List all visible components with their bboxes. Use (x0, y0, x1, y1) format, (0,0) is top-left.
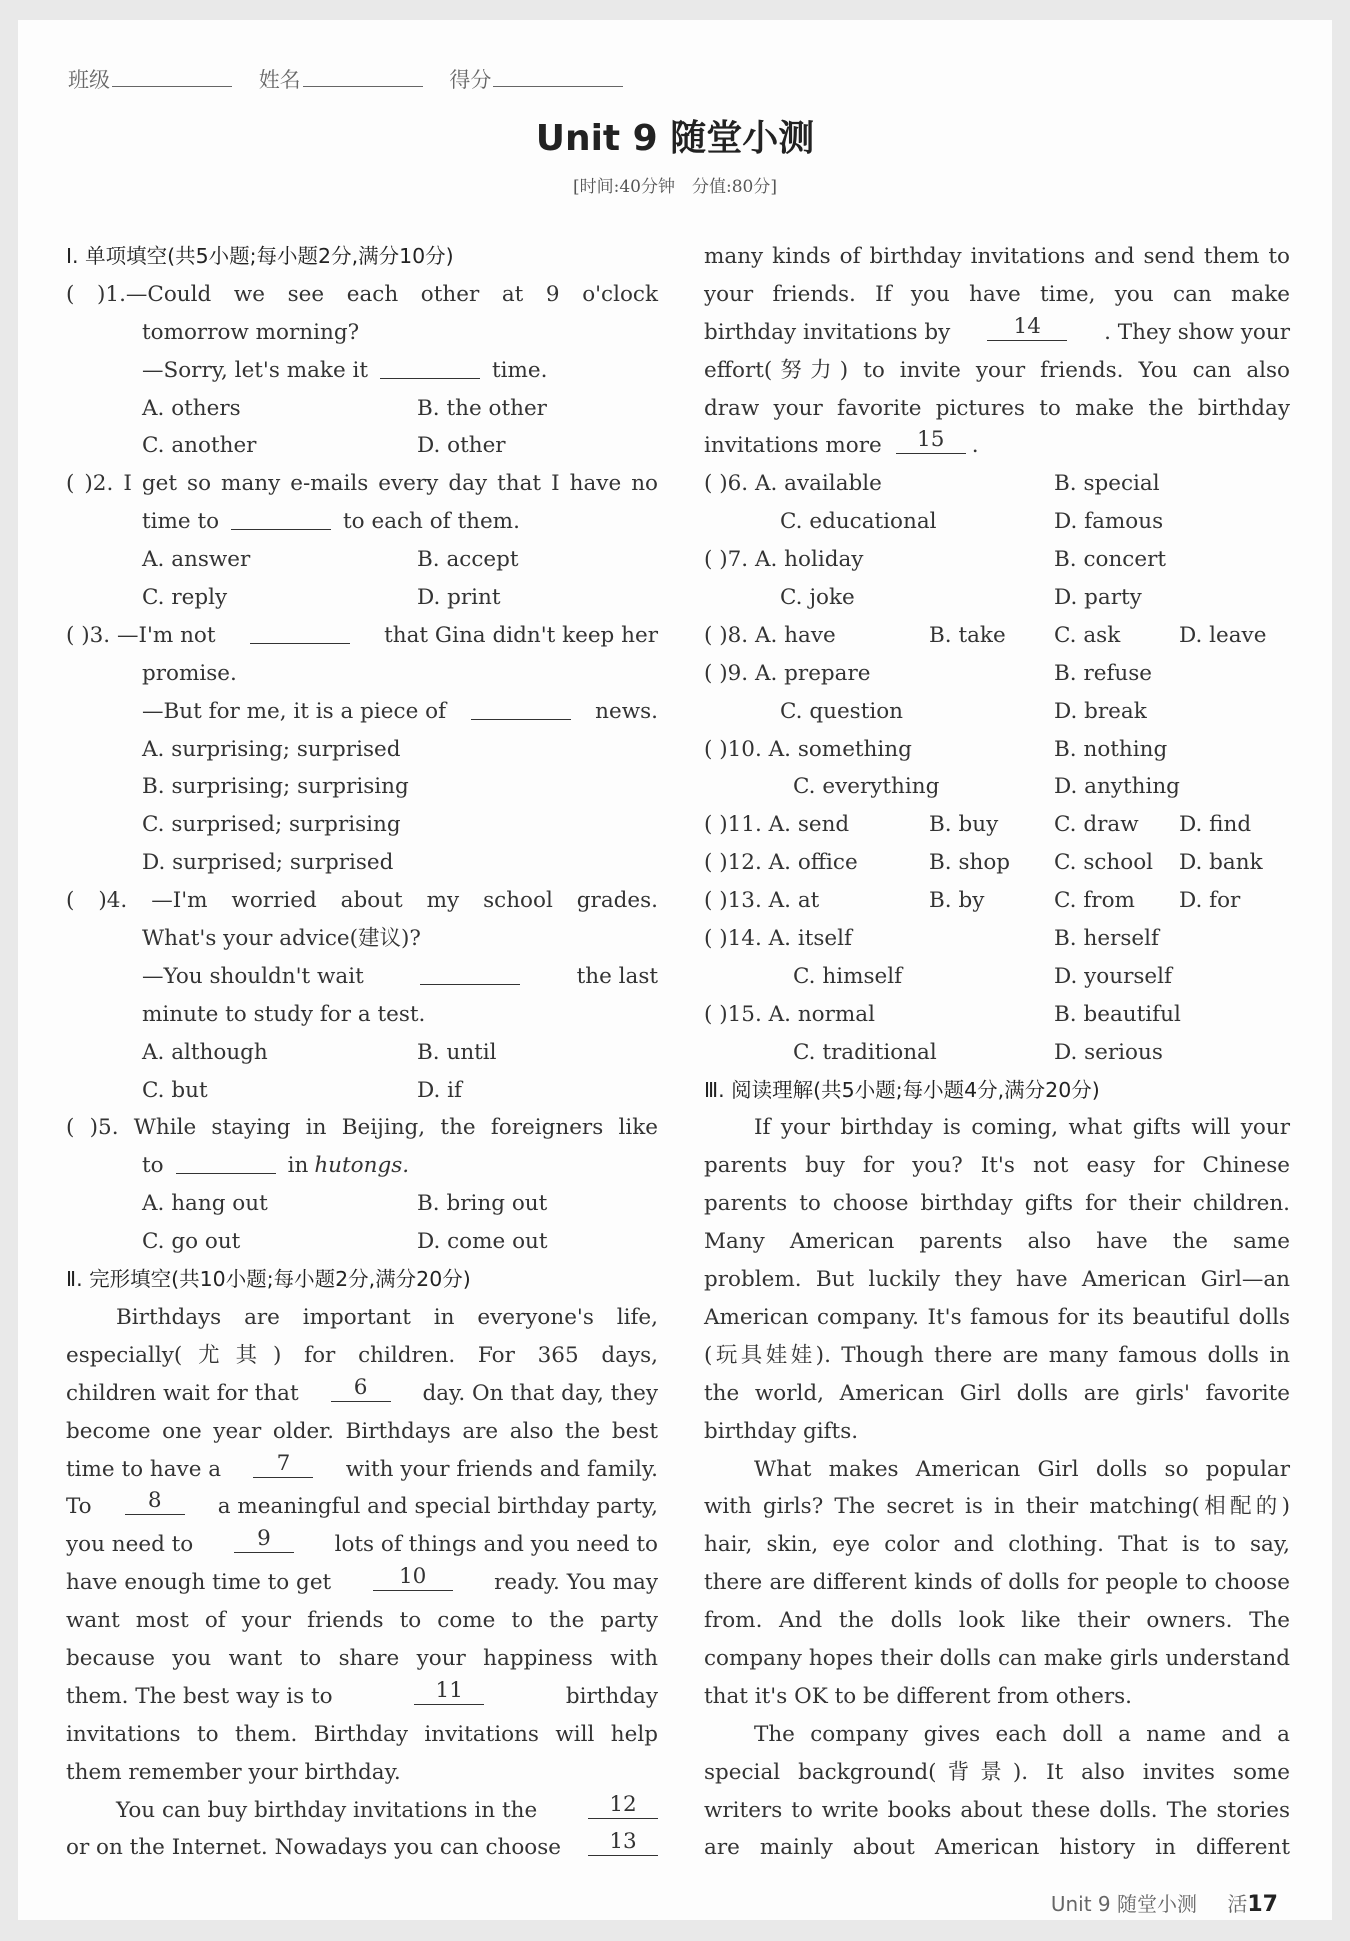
option-c[interactable]: C. another (142, 433, 257, 459)
option-d[interactable]: D. serious (1054, 1039, 1163, 1065)
option-b[interactable]: B. the other (417, 395, 547, 421)
cloze-line: your friends. If you have time, you can make (704, 281, 1290, 307)
option-d[interactable]: D. come out (417, 1229, 548, 1255)
cloze-options-10-cd (704, 768, 1290, 806)
question-1-stem: ( )1.—Could we see each other at 9 o'clock (66, 281, 658, 307)
cloze-options-8 (704, 617, 1290, 655)
page-number: 17 (1247, 1892, 1278, 1917)
option-d[interactable]: D. bank (1179, 850, 1263, 876)
option-a[interactable]: ( )15. A. normal (704, 1001, 875, 1027)
name-field[interactable] (303, 68, 423, 87)
answer-blank[interactable] (250, 617, 350, 644)
option-a[interactable]: A. hang out (142, 1191, 268, 1217)
cloze-blank-14[interactable]: 14 (987, 314, 1067, 341)
class-label: 班级 (68, 68, 110, 92)
cloze-options-14 (704, 920, 1290, 958)
question-3-stem: ( )3. —I'm not that Gina didn't keep her (66, 617, 658, 655)
question-2-stem: ( )2. I get so many e-mails every day that I have no (66, 471, 658, 497)
time-and-score-info: [时间:40分钟 分值:80分] (573, 177, 777, 197)
cloze-line: them. The best way is to 11 birthday (66, 1677, 658, 1709)
option-a[interactable]: A. others (142, 395, 241, 421)
option-b[interactable]: B. beautiful (1054, 1001, 1181, 1027)
reading-line: the world, American Girl dolls are girls' favorite (704, 1380, 1290, 1406)
cloze-blank-10[interactable]: 10 (373, 1564, 453, 1591)
option-b[interactable]: B. nothing (1054, 736, 1168, 762)
option-b[interactable]: B. buy (929, 812, 999, 838)
option-a[interactable]: A. although (142, 1039, 268, 1065)
option-d[interactable]: D. for (1179, 888, 1241, 914)
cloze-line: invitations more 15 . (704, 427, 979, 459)
answer-blank[interactable] (471, 693, 571, 720)
question-2-options-ab (66, 541, 658, 579)
section-1-title: Ⅰ. 单项填空(共5小题;每小题2分,满分10分) (66, 244, 454, 268)
option-a[interactable]: ( )8. A. have (704, 622, 836, 648)
reading-line: company hopes their dolls can make girls understand (704, 1645, 1290, 1671)
option-c[interactable]: C. everything (793, 774, 940, 800)
cloze-options-9 (704, 655, 1290, 693)
option-b[interactable]: B. bring out (417, 1191, 548, 1217)
option-d[interactable]: D. party (1054, 585, 1142, 611)
answer-blank[interactable] (380, 352, 480, 379)
option-b[interactable]: B. concert (1054, 547, 1166, 573)
cloze-blank-11[interactable]: 11 (414, 1678, 484, 1705)
cloze-blank-7[interactable]: 7 (253, 1451, 313, 1478)
class-field[interactable] (112, 68, 232, 87)
option-d[interactable]: D. yourself (1054, 963, 1172, 989)
option-b[interactable]: B. special (1054, 471, 1160, 497)
question-4-options-ab (66, 1034, 658, 1072)
question-1-stem-cont: tomorrow morning? (142, 319, 360, 345)
reading-line: hair, skin, eye color and clothing. That is to say, (704, 1532, 1290, 1558)
option-d[interactable]: D. find (1179, 812, 1252, 838)
score-field[interactable] (493, 68, 623, 87)
option-c[interactable]: C. ask (1054, 622, 1121, 648)
option-a[interactable]: ( )10. A. something (704, 736, 912, 762)
option-d[interactable]: D. surprised; surprised (142, 850, 394, 876)
cloze-blank-15[interactable]: 15 (896, 427, 966, 454)
option-a[interactable]: ( )11. A. send (704, 812, 850, 838)
question-2-options-cd (66, 579, 658, 617)
cloze-options-12 (704, 844, 1290, 882)
page-title: Unit 9 随堂小测 (535, 118, 815, 159)
section-3-title: Ⅲ. 阅读理解(共5小题;每小题4分,满分20分) (704, 1077, 1100, 1102)
cloze-line: draw your favorite pictures to make the birthday (704, 395, 1290, 421)
option-c[interactable]: C. himself (793, 963, 903, 989)
reading-line: parents to choose birthday gifts for their children. (704, 1191, 1290, 1217)
reading-line: problem. But luckily they have American Girl—an (704, 1267, 1290, 1293)
question-1-options-cd (66, 427, 658, 465)
cloze-line: Birthdays are important in everyone's life, (116, 1304, 658, 1330)
cloze-blank-12[interactable]: 12 (588, 1792, 658, 1819)
cloze-options-9-cd (704, 693, 1290, 731)
option-d[interactable]: D. break (1054, 698, 1147, 724)
left-column (66, 238, 658, 1867)
option-c[interactable]: C. school (1054, 850, 1154, 876)
reading-line: parents buy for you? It's not easy for Chinese (704, 1153, 1290, 1179)
option-c[interactable]: C. draw (1054, 812, 1139, 838)
section-2-title: Ⅱ. 完形填空(共10小题;每小题2分,满分20分) (66, 1267, 471, 1292)
cloze-blank-9[interactable]: 9 (234, 1526, 294, 1553)
question-2-stem-cont: time to to each of them. (66, 503, 658, 541)
question-4-reply-cont: minute to study for a test. (142, 1001, 426, 1027)
cloze-line: become one year older. Birthdays are also the best (66, 1418, 658, 1444)
question-5-options-ab (66, 1185, 658, 1223)
option-a[interactable]: ( )7. A. holiday (704, 547, 864, 573)
name-label: 姓名 (258, 68, 301, 92)
reading-line: that it's OK to be different from others. (704, 1683, 1132, 1709)
question-1-reply: —Sorry, let's make it time. (66, 352, 658, 390)
cloze-line: want most of your friends to come to the party (66, 1608, 658, 1634)
student-info-header (68, 64, 643, 94)
reading-line: (玩具娃娃). Though there are many famous dolls in (704, 1342, 1290, 1368)
cloze-options-7-cd (704, 579, 1290, 617)
cloze-line: especially(尤其) for children. For 365 days, (66, 1342, 658, 1368)
option-c[interactable]: C. but (142, 1077, 208, 1103)
cloze-line: effort(努力) to invite your friends. You can also (704, 357, 1290, 383)
cloze-line: many kinds of birthday invitations and send them to (704, 244, 1290, 269)
footer-unit-label: Unit 9 随堂小测 (1050, 1892, 1198, 1916)
reading-line: birthday gifts. (704, 1418, 859, 1444)
option-b[interactable]: B. shop (929, 850, 1011, 876)
option-b[interactable]: B. accept (417, 547, 519, 573)
option-b[interactable]: B. take (929, 622, 1006, 648)
cloze-options-6-cd (704, 503, 1290, 541)
answer-blank[interactable] (176, 1147, 276, 1174)
option-a[interactable]: ( )14. A. itself (704, 926, 852, 952)
cloze-line: You can buy birthday invitations in the 12 (66, 1792, 658, 1830)
option-b[interactable]: B. until (417, 1039, 497, 1065)
option-c[interactable]: C. joke (780, 585, 855, 611)
reading-line: Many American parents also have the same (704, 1229, 1290, 1255)
option-c[interactable]: C. question (780, 698, 904, 724)
option-d[interactable]: D. anything (1054, 774, 1180, 800)
option-a[interactable]: ( )13. A. at (704, 888, 820, 914)
question-5-options-cd (66, 1223, 658, 1261)
cloze-line: time to have a 7 with your friends and family. (66, 1450, 658, 1482)
option-d[interactable]: D. other (417, 433, 506, 459)
reading-line: there are different kinds of dolls for people to choose (704, 1570, 1290, 1596)
cloze-options-11 (704, 806, 1290, 844)
reading-line: with girls? The secret is in their matching(相配的) (704, 1494, 1290, 1520)
option-a[interactable]: ( )12. A. office (704, 850, 858, 876)
option-a[interactable]: ( )9. A. prepare (704, 660, 871, 686)
worksheet-page (18, 20, 1332, 1920)
option-a[interactable]: A. surprising; surprised (142, 736, 401, 762)
option-d[interactable]: D. if (417, 1077, 462, 1103)
score-label: 得分 (449, 68, 492, 92)
cloze-line: or on the Internet. Nowadays you can choose 13 (66, 1829, 658, 1867)
question-1-options-ab (66, 390, 658, 428)
option-a[interactable]: A. answer (142, 547, 251, 573)
page-footer (1051, 1888, 1278, 1917)
option-d[interactable]: D. print (417, 585, 501, 611)
question-5-stem-cont: to in hutongs. (66, 1147, 658, 1185)
cloze-options-15-cd (704, 1034, 1290, 1072)
question-3-stem-cont: promise. (142, 660, 237, 686)
reading-line: American company. It's famous for its beautiful dolls (704, 1304, 1290, 1330)
cloze-line: invitations to them. Birthday invitations will help (66, 1721, 658, 1747)
cloze-line: you need to 9 lots of things and you need to (66, 1526, 658, 1558)
cloze-options-10 (704, 731, 1290, 769)
option-b[interactable]: B. refuse (1054, 660, 1153, 686)
cloze-line: children wait for that 6 day. On that day, they (66, 1374, 658, 1406)
cloze-options-7 (704, 541, 1290, 579)
cloze-line: birthday invitations by 14 . They show your (704, 313, 1290, 345)
cloze-blank-8[interactable]: 8 (125, 1488, 185, 1515)
option-c[interactable]: C. go out (142, 1229, 241, 1255)
option-b[interactable]: B. by (929, 888, 985, 914)
option-c[interactable]: C. educational (780, 509, 937, 535)
option-c[interactable]: C. from (1054, 888, 1135, 914)
option-c[interactable]: C. surprised; surprising (142, 812, 401, 838)
question-4-reply: —You shouldn't wait the last (66, 958, 658, 996)
option-b[interactable]: B. surprising; surprising (142, 774, 409, 800)
cloze-line: have enough time to get 10 ready. You may (66, 1564, 658, 1596)
reading-line: special background(背景). It also invites some (704, 1759, 1290, 1785)
reading-line: If your birthday is coming, what gifts will your (754, 1115, 1290, 1141)
cloze-options-15 (704, 996, 1290, 1034)
question-4-stem: ( )4. —I'm worried about my school grades. (66, 888, 658, 914)
footer-page-prefix: 活 (1227, 1892, 1248, 1916)
cloze-options-6 (704, 465, 1290, 503)
reading-line: The company gives each doll a name and a (754, 1721, 1290, 1747)
option-c[interactable]: C. traditional (793, 1039, 937, 1065)
question-3-reply: —But for me, it is a piece of news. (66, 693, 658, 731)
reading-line: What makes American Girl dolls so popular (754, 1456, 1290, 1482)
reading-line: writers to write books about these dolls. The stories (704, 1797, 1290, 1823)
answer-blank[interactable] (420, 958, 520, 985)
option-a[interactable]: ( )6. A. available (704, 471, 882, 497)
question-4-options-cd (66, 1072, 658, 1110)
reading-line: are mainly about American history in different (704, 1835, 1290, 1861)
reading-line: from. And the dolls look like their owners. The (704, 1608, 1290, 1634)
option-d[interactable]: D. famous (1054, 509, 1164, 535)
option-d[interactable]: D. leave (1179, 622, 1267, 648)
answer-blank[interactable] (231, 503, 331, 530)
option-b[interactable]: B. herself (1054, 926, 1159, 952)
right-column (704, 238, 1290, 1867)
question-5-stem: ( )5. While staying in Beijing, the foreigners like (66, 1115, 658, 1141)
question-4-stem-cont: What's your advice(建议)? (142, 926, 421, 952)
cloze-options-14-cd (704, 958, 1290, 996)
cloze-blank-6[interactable]: 6 (331, 1375, 391, 1402)
option-c[interactable]: C. reply (142, 585, 228, 611)
cloze-line: because you want to share your happiness with (66, 1645, 658, 1671)
cloze-blank-13[interactable]: 13 (588, 1829, 658, 1856)
cloze-line: them remember your birthday. (66, 1759, 401, 1785)
cloze-options-13 (704, 882, 1290, 920)
cloze-line: To 8 a meaningful and special birthday party, (66, 1488, 658, 1520)
